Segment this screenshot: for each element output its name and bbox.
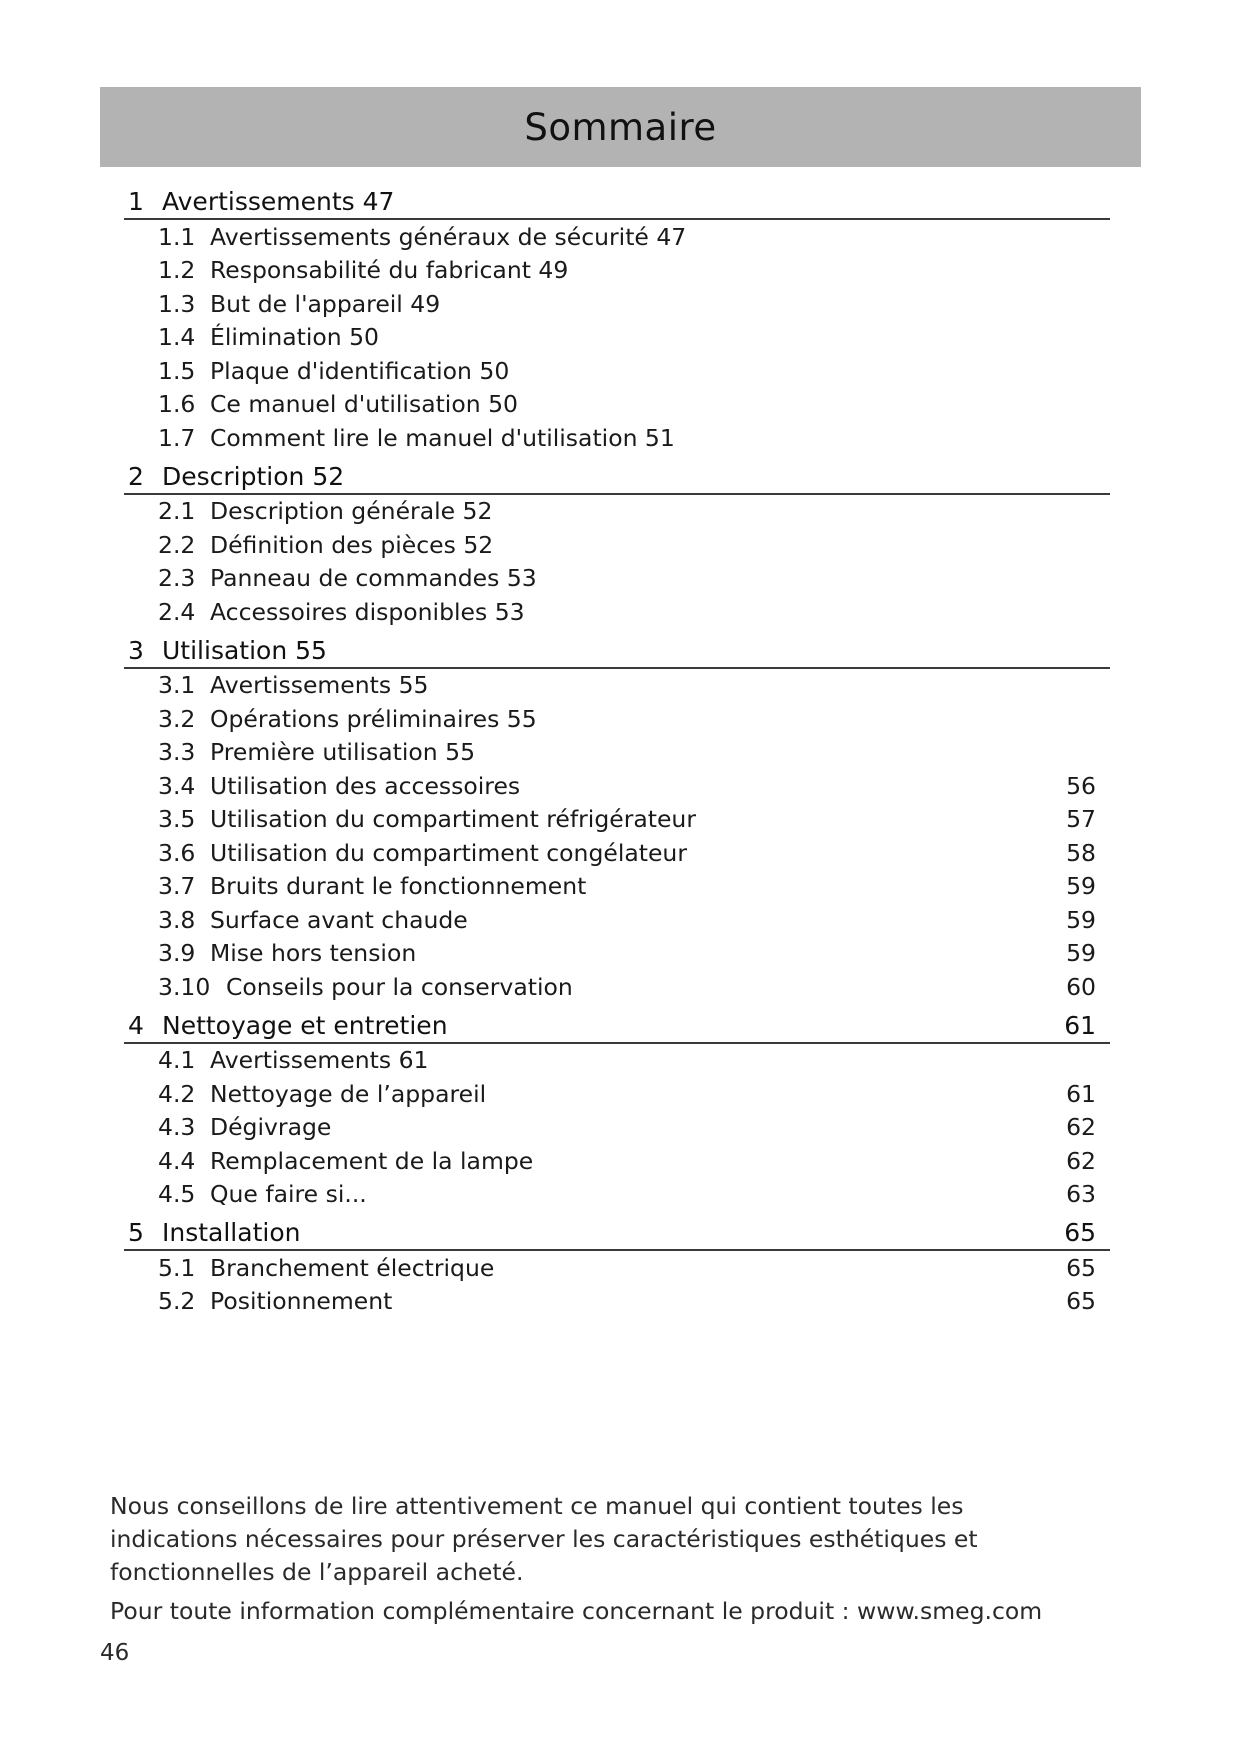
chapter-number: 4 <box>128 1010 144 1040</box>
section-page: 60 <box>1066 972 1096 1001</box>
toc-section[interactable] <box>124 321 1110 355</box>
toc-section[interactable] <box>124 836 1110 870</box>
section-number: 1.6 <box>158 390 196 419</box>
section-page: 56 <box>1066 771 1096 800</box>
section-page: 61 <box>1066 1079 1096 1108</box>
toc-section[interactable] <box>124 1077 1110 1111</box>
section-page: 57 <box>1066 805 1096 834</box>
section-number: 4.2 <box>158 1079 196 1108</box>
section-number: 4.5 <box>158 1180 196 1209</box>
section-title: Ce manuel d'utilisation 50 <box>210 390 518 419</box>
table-of-contents <box>124 180 1110 1318</box>
section-number: 3.1 <box>158 671 196 700</box>
section-title: Positionnement <box>210 1287 393 1316</box>
toc-chapter[interactable] <box>124 180 1110 220</box>
section-page: 65 <box>1066 1287 1096 1316</box>
toc-section[interactable] <box>124 220 1110 254</box>
toc-section[interactable] <box>124 495 1110 529</box>
toc-section[interactable] <box>124 1251 1110 1285</box>
section-number: 3.6 <box>158 838 196 867</box>
section-title: Conseils pour la conservation <box>226 972 573 1001</box>
section-number: 3.7 <box>158 872 196 901</box>
section-number: 2.3 <box>158 564 196 593</box>
toc-chapter[interactable] <box>124 629 1110 669</box>
section-page: 59 <box>1066 872 1096 901</box>
toc-section[interactable] <box>124 528 1110 562</box>
section-title: But de l'appareil 49 <box>210 289 441 318</box>
toc-section[interactable] <box>124 421 1110 455</box>
section-number: 5.2 <box>158 1287 196 1316</box>
section-title: Description générale 52 <box>210 497 493 526</box>
section-number: 4.1 <box>158 1046 196 1075</box>
section-page: 58 <box>1066 838 1096 867</box>
toc-section[interactable] <box>124 702 1110 736</box>
section-title: Avertissements généraux de sécurité 47 <box>210 222 687 251</box>
toc-section[interactable] <box>124 254 1110 288</box>
toc-section[interactable] <box>124 937 1110 971</box>
toc-chapter[interactable] <box>124 1211 1110 1251</box>
section-number: 1.5 <box>158 356 196 385</box>
chapter-title: Nettoyage et entretien <box>162 1010 448 1040</box>
section-number: 3.10 <box>158 972 211 1001</box>
section-page: 59 <box>1066 905 1096 934</box>
section-title: Première utilisation 55 <box>210 738 476 767</box>
section-title: Avertissements 55 <box>210 671 429 700</box>
chapter-page: 65 <box>1064 1218 1096 1247</box>
section-number: 3.8 <box>158 905 196 934</box>
section-title: Utilisation du compartiment congélateur <box>210 838 687 867</box>
section-number: 1.2 <box>158 256 196 285</box>
chapter-page: 61 <box>1064 1010 1096 1040</box>
section-title: Définition des pièces 52 <box>210 530 494 559</box>
toc-section[interactable] <box>124 870 1110 904</box>
toc-chapter[interactable] <box>124 1004 1110 1044</box>
toc-section[interactable] <box>124 970 1110 1004</box>
chapter-title: Utilisation 55 <box>162 635 327 665</box>
section-number: 1.1 <box>158 222 196 251</box>
footer-text <box>110 1490 1070 1628</box>
section-title: Avertissements 61 <box>210 1046 429 1075</box>
chapter-title: Description 52 <box>162 461 345 491</box>
toc-section[interactable] <box>124 595 1110 629</box>
toc-section[interactable] <box>124 1178 1110 1212</box>
section-page: 65 <box>1066 1253 1096 1282</box>
section-title: Mise hors tension <box>210 939 417 968</box>
page-number: 46 <box>100 1640 130 1666</box>
section-title: Utilisation des accessoires <box>210 771 521 800</box>
section-number: 4.4 <box>158 1146 196 1175</box>
section-number: 3.4 <box>158 771 196 800</box>
section-title: Bruits durant le fonctionnement <box>210 872 587 901</box>
toc-section[interactable] <box>124 803 1110 837</box>
section-number: 3.3 <box>158 738 196 767</box>
section-title: Responsabilité du fabricant 49 <box>210 256 569 285</box>
footer-paragraph-info: Pour toute information complémentaire concernant le produit : www.smeg.com <box>110 1597 1043 1625</box>
toc-section[interactable] <box>124 287 1110 321</box>
section-number: 3.2 <box>158 704 196 733</box>
toc-section[interactable] <box>124 669 1110 703</box>
section-title: Dégivrage <box>210 1113 332 1142</box>
toc-section[interactable] <box>124 769 1110 803</box>
section-number: 1.4 <box>158 323 196 352</box>
page-title: Sommaire <box>524 105 717 149</box>
toc-section[interactable] <box>124 1144 1110 1178</box>
section-number: 1.7 <box>158 423 196 452</box>
section-title: Que faire si... <box>210 1180 367 1209</box>
section-page: 62 <box>1066 1146 1096 1175</box>
section-number: 3.9 <box>158 939 196 968</box>
chapter-title: Installation <box>162 1218 301 1247</box>
section-page: 59 <box>1066 939 1096 968</box>
section-title: Comment lire le manuel d'utilisation 51 <box>210 423 675 452</box>
section-number: 1.3 <box>158 289 196 318</box>
toc-section[interactable] <box>124 903 1110 937</box>
toc-section[interactable] <box>124 1285 1110 1319</box>
section-title: Accessoires disponibles 53 <box>210 597 525 626</box>
title-bar <box>100 87 1141 167</box>
section-number: 2.4 <box>158 597 196 626</box>
section-page: 62 <box>1066 1113 1096 1142</box>
chapter-number: 3 <box>128 635 144 665</box>
section-title: Surface avant chaude <box>210 905 468 934</box>
section-title: Élimination 50 <box>210 323 380 352</box>
section-title: Opérations préliminaires 55 <box>210 704 537 733</box>
toc-chapter[interactable] <box>124 455 1110 495</box>
section-number: 4.3 <box>158 1113 196 1142</box>
section-number: 2.1 <box>158 497 196 526</box>
toc-section[interactable] <box>124 736 1110 770</box>
chapter-number: 5 <box>128 1218 144 1247</box>
section-title: Plaque d'identification 50 <box>210 356 510 385</box>
toc-section[interactable] <box>124 354 1110 388</box>
toc-section[interactable] <box>124 1111 1110 1145</box>
section-title: Branchement électrique <box>210 1253 495 1282</box>
section-title: Utilisation du compartiment réfrigérateur <box>210 805 696 834</box>
section-title: Remplacement de la lampe <box>210 1146 534 1175</box>
chapter-number: 2 <box>128 461 144 491</box>
toc-section[interactable] <box>124 562 1110 596</box>
section-title: Panneau de commandes 53 <box>210 564 537 593</box>
section-page: 63 <box>1066 1180 1096 1209</box>
section-title: Nettoyage de l’appareil <box>210 1079 487 1108</box>
toc-section[interactable] <box>124 1044 1110 1078</box>
section-number: 5.1 <box>158 1253 196 1282</box>
section-number: 3.5 <box>158 805 196 834</box>
section-number: 2.2 <box>158 530 196 559</box>
footer-paragraph-intro: Nous conseillons de lire attentivement ce manuel qui contient toutes les indications nécessaires pour préserver les caractéristiques esthétiques et fonctionnelles de l’appareil acheté. <box>110 1492 978 1586</box>
toc-section[interactable] <box>124 388 1110 422</box>
chapter-number: 1 <box>128 187 144 216</box>
chapter-title: Avertissements 47 <box>162 187 395 216</box>
